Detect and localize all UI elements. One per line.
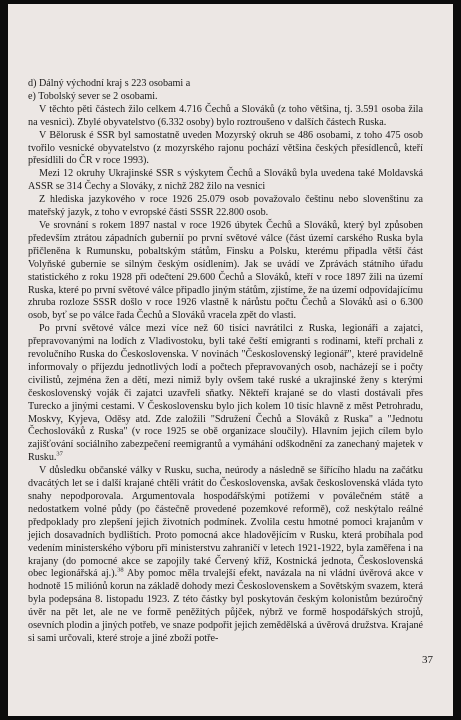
footnote-ref-38: 38 bbox=[117, 567, 124, 575]
paragraph-7b-text: Aby pomoc měla trvalejší efekt, navázala na ni vládní úvěrová akce v hodnotě 15 miliónů korun na základě dohody mezi Československem a Sovětským svazem, která byla podepsána 8. listopadu 1923. Z této částky byl poskytován českým kolonistům bezúročný úvěr na pět let, ale ne ve formě peněžitých půjček, nýbrž ve formě hospodářských strojů, osevních plodin a jiných potřeb, ve snaze podpořit jejich zemědělská a úvěrová družstva. Krajané si sami určovali, které stroje a jiné zboží potře- bbox=[28, 568, 424, 644]
paragraph-5: Ve srovnání s rokem 1897 nastal v roce 1926 úbytek Čechů a Slováků, který byl způsoben především ztrátou západních gubernií po první světové válce (část území carského Ruska byla přičleněna k Rumunsku, pobaltským státům, Finsku a Polsku, kterému připadla větší část Volyňské gubernie se silným českým osídlením). Jak se uvádí ve Zprávách státního úřadu statistického z roku 1928 při odečtení 29.600 Čechů a Slováků, kteří v roce 1897 žili na území Ruska, které po první světové válce připadlo jiným státům, zjistíme, že na území odpovídajícímu zhruba rozloze SSSR došlo v roce 1926 vlastně k nárůstu počtu Čechů a Slováků asi o 6.300 osob, byť se po válce řada Čechů a Slováků vracela zpět do vlasti. bbox=[28, 219, 423, 322]
body-text bbox=[28, 78, 423, 646]
paragraph-6-text: Po první světové válce mezi více než 60 tisíci navrátilci z Ruska, legionáři a zajatci, přepravovanými na lodích z Vladivostoku, byli také čeští emigranti s rodinami, kteří prchali z revolučního Ruska do Československa. V novinách "Československý legionář", které pravidelně informovaly o příjezdu jednotlivých lodí a počtech přepravovaných osob, nacházejí se i počty civilistů, zejména žen a dětí, mezi nimiž byly ovšem také ruské a ukrajinské ženy s kterými československý voják či zajatci uzavřeli sňatky. Někteří krajané se do vlasti dostávali přes Turecko a jinými cestami. V Československu bylo jich kolem 10 tisíc hlavně z měst Petrohradu, Moskvy, Kyjeva, Oděsy atd. Zde založili "Sdružení Čechů a Slováků z Ruska" a "Jednotu Čechoslováků z Ruska" (v roce 1925 se obě organizace sloučily). Hlavním jejich cílem bylo zajišťování sociálního zabezpečení reemigrantů a vymáhání odškodnění za zanechaný majetek v Rusku. bbox=[28, 323, 423, 464]
page-number: 37 bbox=[422, 654, 433, 666]
footnote-ref-37: 37 bbox=[56, 450, 63, 458]
paragraph-2: V Bělorusk é SSR byl samostatně uveden Mozyrský okruh se 486 osobami, z toho 475 osob tvořilo vesnické obyvatelstvo (z mozyrského rajonu pochází většina českých přesídlenců, kteří přesídlili do ČR v roce 1993). bbox=[28, 129, 423, 167]
list-item-d: d) Dálný východní kraj s 223 osobami a bbox=[28, 78, 191, 89]
paragraph-6 bbox=[28, 323, 423, 465]
paragraph-7a-text: V důsledku občanské války v Rusku, sucha, neúrody a následně se šířícího hladu na začátku dvacátých let se i další krajané chtěli vrátit do Československa, avšak československá vláda tyto snahy nepodporovala. Argumentovala hospodářskými potížemi v poválečném státě a nedostatkem volné půdy (po částečně provedené pozemkové reformě), což neskýtalo reálné předpoklady pro zlepšení jejich životních podmínek. Zvolila cestu hmotné pomoci krajanům v jejich dosavadních bydlištích. Proto pomocná akce hladovějícím v Rusku, která probíhala pod vedením ministerského výboru při ministerstvu zahraničí v letech 1921-1922, byla zaměřena i na krajany (do pomocné akce se zapojily také Červený kříž, Kostnická jednota, Československá obec legionářská aj.). bbox=[28, 465, 423, 580]
paragraph-3: Mezi 12 okruhy Ukrajinské SSR s výskytem Čechů a Slováků byla uvedena také Moldavská ASSR se 314 Čechy a Slováky, z nichž 282 žilo na vesnici bbox=[28, 168, 423, 193]
paragraph-7 bbox=[28, 465, 423, 646]
list-item-e: e) Tobolský sever se 2 osobami. bbox=[28, 90, 158, 102]
paragraph-1: V těchto pěti částech žilo celkem 4.716 Čechů a Slováků (z toho většina, tj. 3.591 osoba žila na vesnici). Zbylé obyvatelstvo (6.332 osoby) bylo roztroušeno v dalších částech Ruska. bbox=[28, 103, 423, 128]
document-page bbox=[8, 4, 453, 716]
paragraph-4: Z hlediska jazykového v roce 1926 25.079 osob považovalo češtinu nebo slovenštinu za mateřský jazyk, z toho v evropské části SSSR 22.800 osob. bbox=[28, 194, 423, 219]
